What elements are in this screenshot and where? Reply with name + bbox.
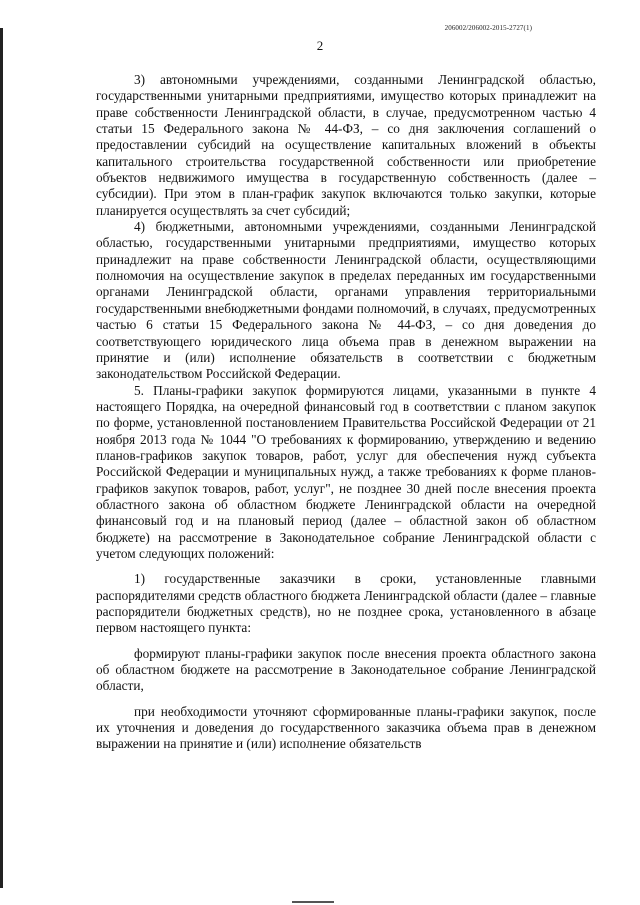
- document-body: [96, 72, 596, 753]
- scan-edge-bar: [0, 28, 3, 888]
- paragraph-refine-plans: при необходимости уточняют сформированные планы-графики закупок, после их уточнения и доведения до государственного заказчика объема прав в денежном выражении на принятие и (или) исполнение обязательств: [96, 703, 596, 752]
- paragraph-section-5: 5. Планы-графики закупок формируются лицами, указанными в пункте 4 настоящего Порядка, на очередной финансовый год в соответствии с планом закупок по форме, установленной постановлением Правительства Российской Федерации от 21 ноября 2013 года № 1044 "О требованиях к формированию, утверждению и ведению планов-графиков закупок товаров, работ, услуг для обеспечения нужд субъекта Российской Федерации и муниципальных нужд, а также требованиях к форме планов-графиков закупок товаров, работ, услуг", не позднее 30 дней после внесения проекта областного закона об областном бюджете Ленинградской области на очередной финансовый год и на плановый период (далее – областной закон об областном бюджете) на рассмотрение в Законодательное собрание Ленинградской области с учетом следующих положений:: [96, 382, 596, 561]
- paragraph-item-4: 4) бюджетными, автономными учреждениями, созданными Ленинградской областью, государственными унитарными предприятиями, имущество которых принадлежит на праве собственности Ленинградской области, осуществляющими полномочия на осуществление закупок в пределах переданных им государственными органами Ленинградской области, органами управления территориальными государственными внебюджетными фондами полномочий, в случаях, предусмотренных частью 6 статьи 15 Федерального закона № 44-ФЗ, – со дня доведения до соответствующего юридического лица объема прав в денежном выражении на принятие и (или) исполнение обязательств в соответствии с бюджетным законодательством Российской Федерации.: [96, 219, 596, 382]
- scan-bottom-mark: [292, 901, 334, 903]
- paragraph-item-3: 3) автономными учреждениями, созданными Ленинградской областью, государственными унитарными предприятиями, имущество которых принадлежит на праве собственности Ленинградской области, в случае, предусмотренном частью 4 статьи 15 Федерального закона № 44-ФЗ, – со дня заключения соглашений о предоставлении субсидий на осуществление капитальных вложений в объекты капитального строительства государственной собственности или приобретение объектов недвижимого имущества в государственную собственность (далее – субсидии). При этом в план-график закупок включаются только закупки, которые планируется осуществлять за счет субсидий;: [96, 72, 596, 218]
- paragraph-subitem-1: 1) государственные заказчики в сроки, установленные главными распорядителями средств областного бюджета Ленинградской области (далее – главные распорядители бюджетных средств), но не позднее срока, установленного в абзаце первом настоящего пункта:: [96, 571, 596, 636]
- page-number: 2: [316, 38, 324, 53]
- paragraph-form-plans: формируют планы-графики закупок после внесения проекта областного закона об областном бюджете на рассмотрение в Законодательное собрание Ленинградской области,: [96, 645, 596, 694]
- document-id: 206002/206002-2015-2727(1): [444, 24, 532, 32]
